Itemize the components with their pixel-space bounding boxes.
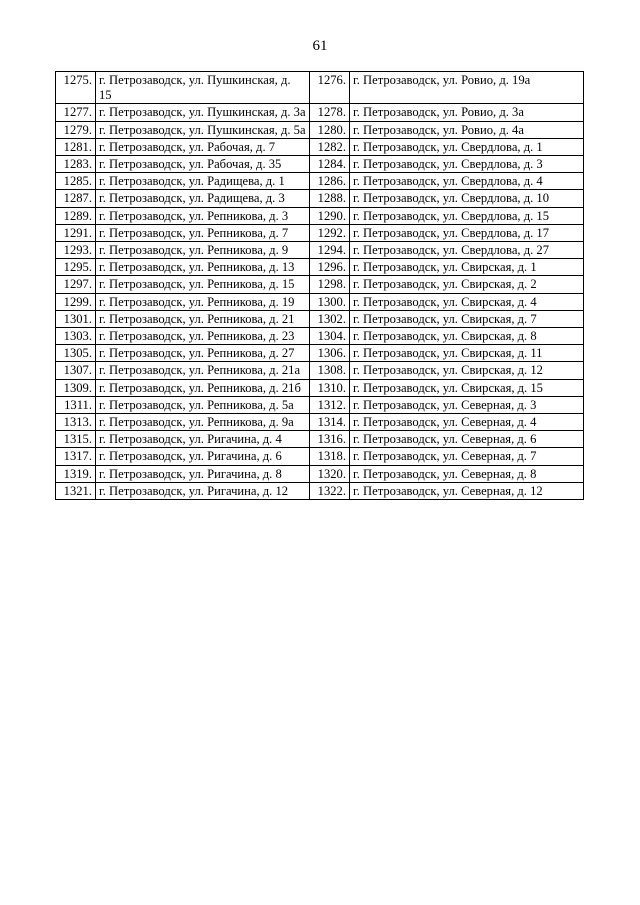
entry-number: 1320. <box>310 465 350 482</box>
entry-address: г. Петрозаводск, ул. Свердлова, д. 15 <box>350 207 584 224</box>
entry-number: 1314. <box>310 414 350 431</box>
entry-address: г. Петрозаводск, ул. Свердлова, д. 3 <box>350 156 584 173</box>
entry-number: 1318. <box>310 448 350 465</box>
entry-address: г. Петрозаводск, ул. Свердлова, д. 27 <box>350 242 584 259</box>
entry-address: г. Петрозаводск, ул. Репникова, д. 15 <box>96 276 310 293</box>
entry-number: 1299. <box>56 293 96 310</box>
table-row <box>56 396 584 413</box>
table-row <box>56 138 584 155</box>
entry-address: г. Петрозаводск, ул. Ригачина, д. 4 <box>96 431 310 448</box>
entry-number: 1279. <box>56 121 96 138</box>
entry-number: 1302. <box>310 310 350 327</box>
entry-number: 1305. <box>56 345 96 362</box>
table-row <box>56 173 584 190</box>
table-row <box>56 379 584 396</box>
entry-number: 1303. <box>56 328 96 345</box>
table-row <box>56 224 584 241</box>
entry-number: 1290. <box>310 207 350 224</box>
entry-address: г. Петрозаводск, ул. Северная, д. 3 <box>350 396 584 413</box>
entry-address: г. Петрозаводск, ул. Репникова, д. 5а <box>96 396 310 413</box>
entry-address: г. Петрозаводск, ул. Радищева, д. 3 <box>96 190 310 207</box>
entry-number: 1284. <box>310 156 350 173</box>
entry-number: 1301. <box>56 310 96 327</box>
entry-address: г. Петрозаводск, ул. Репникова, д. 7 <box>96 224 310 241</box>
table-row <box>56 276 584 293</box>
entry-number: 1311. <box>56 396 96 413</box>
entry-number: 1315. <box>56 431 96 448</box>
entry-address: г. Петрозаводск, ул. Репникова, д. 23 <box>96 328 310 345</box>
entry-number: 1306. <box>310 345 350 362</box>
entry-number: 1316. <box>310 431 350 448</box>
entry-address: г. Петрозаводск, ул. Свирская, д. 15 <box>350 379 584 396</box>
entry-address: г. Петрозаводск, ул. Ровио, д. 19а <box>350 72 584 104</box>
entry-address: г. Петрозаводск, ул. Пушкинская, д. 5а <box>96 121 310 138</box>
entry-number: 1280. <box>310 121 350 138</box>
entry-address: г. Петрозаводск, ул. Свердлова, д. 17 <box>350 224 584 241</box>
entry-address: г. Петрозаводск, ул. Ригачина, д. 6 <box>96 448 310 465</box>
entry-number: 1294. <box>310 242 350 259</box>
entry-number: 1317. <box>56 448 96 465</box>
entry-number: 1297. <box>56 276 96 293</box>
entry-address: г. Петрозаводск, ул. Свирская, д. 8 <box>350 328 584 345</box>
entry-number: 1278. <box>310 104 350 121</box>
entry-address: г. Петрозаводск, ул. Радищева, д. 1 <box>96 173 310 190</box>
table-row <box>56 121 584 138</box>
entry-address: г. Петрозаводск, ул. Северная, д. 7 <box>350 448 584 465</box>
entry-number: 1304. <box>310 328 350 345</box>
entry-number: 1275. <box>56 72 96 104</box>
table-row <box>56 482 584 499</box>
entry-number: 1319. <box>56 465 96 482</box>
table-row <box>56 104 584 121</box>
entry-address: г. Петрозаводск, ул. Репникова, д. 21б <box>96 379 310 396</box>
entry-address: г. Петрозаводск, ул. Ровио, д. 4а <box>350 121 584 138</box>
table-row <box>56 448 584 465</box>
entry-address: г. Петрозаводск, ул. Свердлова, д. 10 <box>350 190 584 207</box>
entry-address: г. Петрозаводск, ул. Рабочая, д. 35 <box>96 156 310 173</box>
entry-number: 1307. <box>56 362 96 379</box>
entry-address: г. Петрозаводск, ул. Свирская, д. 12 <box>350 362 584 379</box>
table-row <box>56 328 584 345</box>
entry-number: 1322. <box>310 482 350 499</box>
table-row <box>56 293 584 310</box>
entry-number: 1310. <box>310 379 350 396</box>
table-row <box>56 72 584 104</box>
entry-number: 1282. <box>310 138 350 155</box>
entry-number: 1276. <box>310 72 350 104</box>
entry-address: г. Петрозаводск, ул. Северная, д. 12 <box>350 482 584 499</box>
entry-number: 1289. <box>56 207 96 224</box>
entry-number: 1312. <box>310 396 350 413</box>
table-row <box>56 362 584 379</box>
table-row <box>56 310 584 327</box>
entry-address: г. Петрозаводск, ул. Репникова, д. 9 <box>96 242 310 259</box>
entry-address: г. Петрозаводск, ул. Свирская, д. 7 <box>350 310 584 327</box>
address-table <box>55 71 584 500</box>
table-row <box>56 242 584 259</box>
page-number: 61 <box>312 38 328 54</box>
address-table-body <box>56 72 584 500</box>
entry-number: 1298. <box>310 276 350 293</box>
entry-address: г. Петрозаводск, ул. Северная, д. 8 <box>350 465 584 482</box>
entry-address: г. Петрозаводск, ул. Свирская, д. 1 <box>350 259 584 276</box>
entry-address: г. Петрозаводск, ул. Северная, д. 4 <box>350 414 584 431</box>
entry-address: г. Петрозаводск, ул. Свирская, д. 4 <box>350 293 584 310</box>
table-row <box>56 414 584 431</box>
entry-address: г. Петрозаводск, ул. Ригачина, д. 12 <box>96 482 310 499</box>
entry-number: 1281. <box>56 138 96 155</box>
table-row <box>56 259 584 276</box>
entry-address: г. Петрозаводск, ул. Ровио, д. 3а <box>350 104 584 121</box>
entry-address: г. Петрозаводск, ул. Свердлова, д. 4 <box>350 173 584 190</box>
table-row <box>56 156 584 173</box>
entry-address: г. Петрозаводск, ул. Свердлова, д. 1 <box>350 138 584 155</box>
entry-number: 1309. <box>56 379 96 396</box>
entry-number: 1286. <box>310 173 350 190</box>
entry-number: 1321. <box>56 482 96 499</box>
entry-number: 1291. <box>56 224 96 241</box>
entry-address: г. Петрозаводск, ул. Репникова, д. 9а <box>96 414 310 431</box>
entry-number: 1295. <box>56 259 96 276</box>
entry-address: г. Петрозаводск, ул. Репникова, д. 21 <box>96 310 310 327</box>
entry-number: 1308. <box>310 362 350 379</box>
entry-number: 1296. <box>310 259 350 276</box>
table-row <box>56 465 584 482</box>
entry-address: г. Петрозаводск, ул. Свирская, д. 11 <box>350 345 584 362</box>
entry-number: 1300. <box>310 293 350 310</box>
table-row <box>56 431 584 448</box>
table-row <box>56 345 584 362</box>
entry-address: г. Петрозаводск, ул. Рабочая, д. 7 <box>96 138 310 155</box>
entry-address: г. Петрозаводск, ул. Пушкинская, д. 3а <box>96 104 310 121</box>
entry-number: 1313. <box>56 414 96 431</box>
entry-address: г. Петрозаводск, ул. Репникова, д. 13 <box>96 259 310 276</box>
entry-number: 1293. <box>56 242 96 259</box>
entry-address: г. Петрозаводск, ул. Свирская, д. 2 <box>350 276 584 293</box>
entry-number: 1288. <box>310 190 350 207</box>
entry-address: г. Петрозаводск, ул. Северная, д. 6 <box>350 431 584 448</box>
entry-address: г. Петрозаводск, ул. Репникова, д. 19 <box>96 293 310 310</box>
entry-address: г. Петрозаводск, ул. Репникова, д. 3 <box>96 207 310 224</box>
entry-number: 1285. <box>56 173 96 190</box>
entry-number: 1287. <box>56 190 96 207</box>
entry-address: г. Петрозаводск, ул. Репникова, д. 27 <box>96 345 310 362</box>
entry-address: г. Петрозаводск, ул. Репникова, д. 21а <box>96 362 310 379</box>
entry-number: 1277. <box>56 104 96 121</box>
table-row <box>56 190 584 207</box>
entry-number: 1283. <box>56 156 96 173</box>
entry-number: 1292. <box>310 224 350 241</box>
table-row <box>56 207 584 224</box>
entry-address: г. Петрозаводск, ул. Пушкинская, д. 15 <box>96 72 310 104</box>
entry-address: г. Петрозаводск, ул. Ригачина, д. 8 <box>96 465 310 482</box>
